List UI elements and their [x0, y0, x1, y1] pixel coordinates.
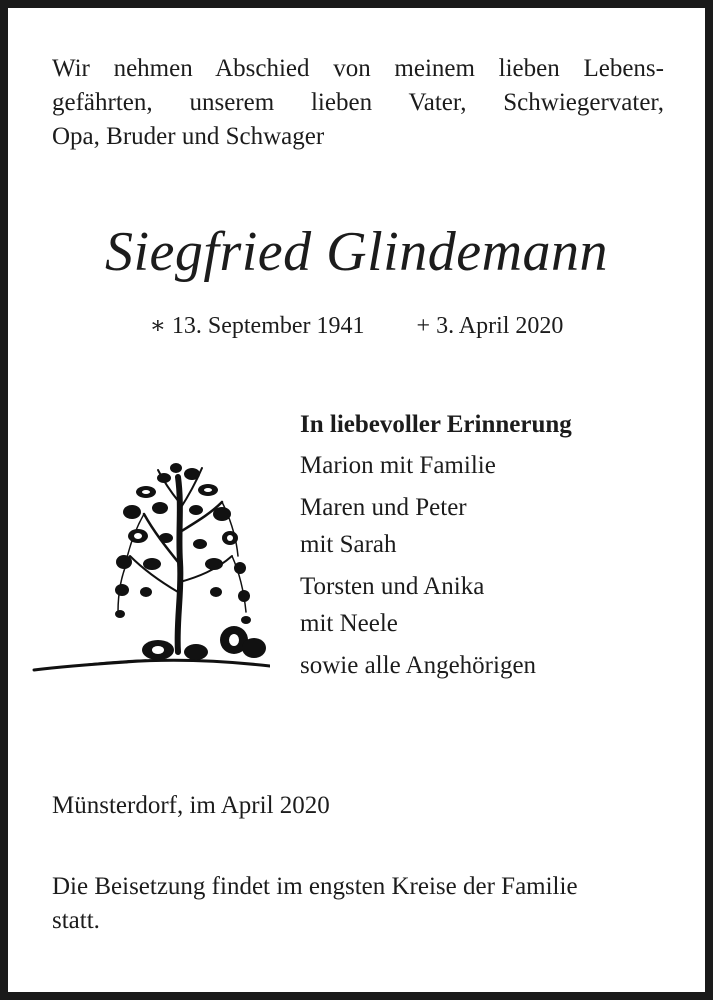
- mourners-list: [300, 406, 572, 689]
- burial-line: statt.: [52, 907, 100, 934]
- birch-tree-icon: [26, 452, 270, 680]
- mourner-entry: [300, 568, 572, 642]
- life-dates: [8, 311, 705, 340]
- mourner-line: mit Neele: [300, 610, 398, 637]
- birth-date: ∗ 13. September 1941: [149, 313, 365, 339]
- mourner-line: sowie alle Angehörigen: [300, 652, 537, 679]
- intro-line: Wir nehmen Abschied von meinem lieben Lebens-: [52, 55, 664, 82]
- intro-line: Opa, Bruder und Schwager: [52, 123, 325, 150]
- intro-line: gefährten, unserem lieben Vater, Schwiegervater,: [52, 89, 664, 116]
- mourner-line: mit Sarah: [300, 531, 397, 558]
- mourner-entry: [300, 489, 572, 563]
- burial-line: Die Beisetzung findet im engsten Kreise der Familie: [52, 873, 578, 900]
- mourner-entry: [300, 647, 572, 684]
- mourner-line: Torsten und Anika: [300, 573, 485, 600]
- death-date: + 3. April 2020: [416, 313, 564, 339]
- deceased-name: Siegfried Glindemann: [104, 221, 609, 283]
- mourner-line: Marion mit Familie: [300, 452, 496, 479]
- intro-text: [52, 52, 664, 154]
- mourner-line: Maren und Peter: [300, 494, 467, 521]
- burial-note: [52, 870, 664, 938]
- place-date: Münsterdorf, im April 2020: [52, 792, 330, 819]
- mourners-heading: In liebevoller Erinnerung: [300, 411, 572, 438]
- mourner-entry: [300, 447, 572, 484]
